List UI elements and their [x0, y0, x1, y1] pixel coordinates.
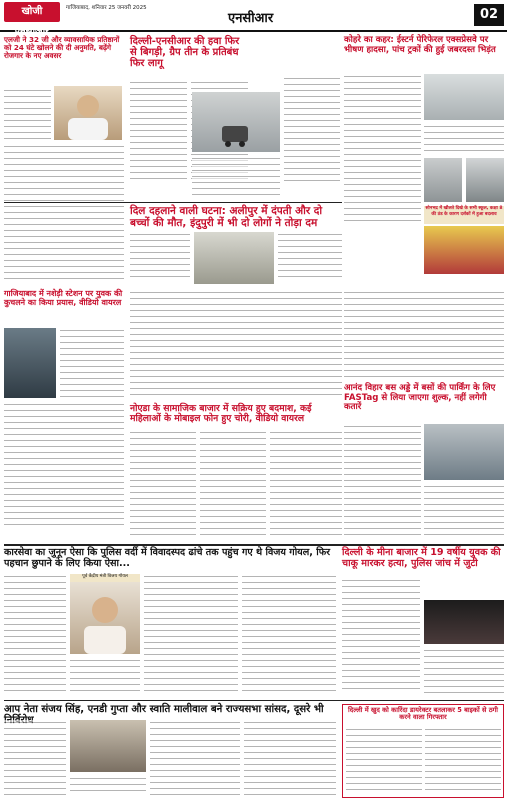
body-text — [130, 80, 187, 180]
body-text — [70, 658, 140, 694]
body-text — [424, 648, 504, 694]
bus-photo — [424, 424, 504, 480]
body-text — [278, 232, 342, 282]
divider — [4, 700, 504, 701]
headline-fastag: आनंद विहार बस अड्डे में बसों की पार्किंग के लिए FASTag से लिया जाएगा शुल्क, नहीं लगेगी कतारें — [344, 383, 496, 413]
dateline: गाजियाबाद, शनिवार 25 जनवरी 2025 — [66, 5, 147, 11]
body-text — [4, 88, 51, 140]
body-text — [70, 776, 146, 796]
body-text — [344, 74, 421, 224]
body-text — [344, 424, 421, 536]
body-text — [4, 144, 124, 279]
body-text — [270, 430, 342, 536]
goel-caption: पूर्व केंद्रीय मंत्री विजय गोयल — [70, 574, 140, 582]
divider — [4, 202, 342, 203]
accident-photo-2 — [466, 158, 504, 202]
knife-photo — [424, 600, 504, 644]
body-text — [150, 720, 240, 796]
article-fastag — [344, 384, 504, 540]
body-text — [192, 156, 280, 196]
ghaziabad-photo — [4, 328, 56, 398]
section-title: एनसीआर — [228, 11, 274, 26]
article-smug — [342, 704, 504, 798]
body-text — [130, 290, 342, 400]
body-text — [4, 574, 66, 694]
masthead — [0, 0, 507, 37]
headline-ghaziabad: गाजियाबाद में नशेड़ी स्टेशन पर युवक की कुचलने का किया प्रयास, वीडियो वायरल — [4, 289, 123, 307]
school-photo — [424, 226, 504, 274]
article-bhadohi — [4, 548, 336, 698]
headline-expressway: कोहरे का कहर: ईस्टर्न पेरिफेरल एक्सप्रेसवे पर भीषण हादसा, पांच ट्रकों की हुई जबरदस्त भिड़ंत — [344, 35, 496, 55]
lg-portrait — [54, 86, 122, 140]
headline-aap: आप नेता संजय सिंह, एनडी गुप्ता और स्वाति मालीवाल बने राज्यसभा सांसद, दूसरे भी — [4, 704, 324, 715]
body-text — [425, 727, 501, 795]
body-text — [342, 578, 420, 694]
body-text — [284, 76, 340, 186]
body-text — [130, 232, 190, 282]
body-text — [424, 124, 504, 154]
divider — [4, 544, 504, 546]
article-lg — [4, 36, 124, 281]
body-text — [4, 720, 66, 796]
aap-photo — [70, 720, 146, 772]
person-icon — [70, 582, 140, 654]
headline-smog: दिल्ली-एनसीआर की हवा फिर से बिगड़ी, ग्रैप तीन के प्रतिबंध फिर लागू — [130, 36, 240, 70]
headline-noida: नोएडा के सामाजिक बाजार में सक्रिय हुए बदमाश, कई महिलाओं के मोबाइल फोन हुए चोरी, वीडियो वायरल — [130, 403, 312, 425]
accident-photo-1 — [424, 158, 462, 202]
body-text — [424, 484, 504, 536]
body-text — [344, 290, 504, 380]
person-icon — [54, 86, 122, 140]
headline-lg: एलजी ने 32 जी और व्यावसायिक प्रतिष्ठानों को 24 घंटे खोलने की दी अनुमति, बढ़ेंगे रोजगार के नए अवसर — [4, 35, 120, 61]
body-text — [346, 727, 422, 795]
body-text — [200, 430, 266, 536]
smog-photo — [192, 92, 280, 152]
headline-smug: दिल्ली में खुद को कारिंदा डायरेक्टर बतलाकर 5 बाइकों से ठगी करने वाला गिरफ्तार — [348, 706, 498, 722]
body-text — [242, 574, 336, 694]
brand-logo: खोजी एनसीआर — [4, 2, 60, 22]
article-expressway — [344, 36, 504, 286]
body-text — [144, 574, 238, 694]
body-text — [60, 328, 124, 398]
school-caption: सोनभद्र में खौलते दिखे के सभी स्कूल, कक्षा 8 की ठंड के कारण दर्शकों में हुआ बदलाव — [424, 206, 504, 224]
headline-bhadohi: कारसेवा का जुनून ऐसा कि पुलिस वर्दी में विवादस्पद ढांचे तक पहुंच गए थे विजय गोयल, फिर पहचान छुपाने के लिए किया ऐसा... — [4, 547, 331, 569]
headline-meena-bazaar: दिल्ली के मीना बाजार में 19 वर्षीय युवक की चाकू मारकर हत्या, पुलिस जांच में जुटी — [342, 547, 501, 569]
article-alipur — [130, 206, 342, 286]
article-ghaziabad — [4, 290, 124, 540]
traffic-icon — [192, 92, 280, 152]
article-noida — [130, 404, 342, 540]
body-text — [244, 720, 336, 796]
body-text — [4, 402, 124, 530]
body-text — [130, 430, 196, 536]
headline-alipur: दिल दहलाने वाली घटना: अलीपुर में दंपती और दो बच्चों की मौत, इंदुपुरी में भी दो लोगों ने तोड़ा दम — [130, 205, 323, 229]
article-meena-bazaar — [342, 548, 504, 698]
page-number: 02 — [474, 4, 504, 26]
goel-photo — [70, 582, 140, 654]
expressway-photo — [424, 74, 504, 120]
alipur-photo — [194, 232, 274, 284]
article-aap — [4, 704, 336, 798]
